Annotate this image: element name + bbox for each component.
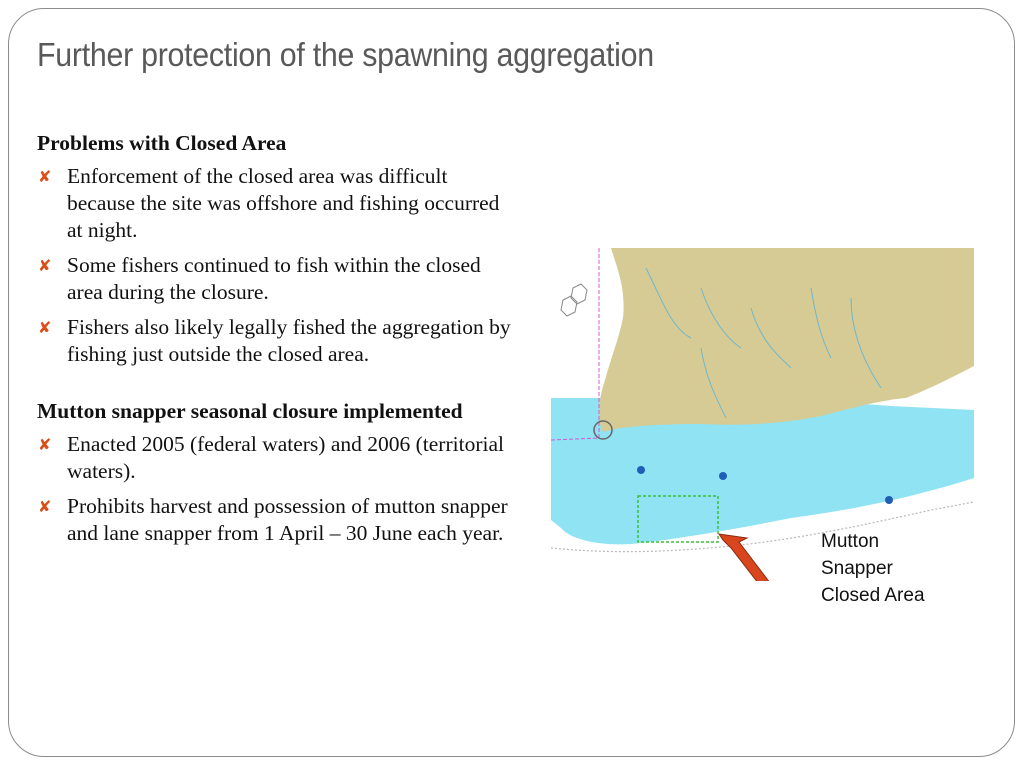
callout-arrow xyxy=(719,534,789,581)
chart-symbol xyxy=(561,296,577,316)
bullet-text: Prohibits harvest and possession of mutton snapper and lane snapper from 1 April – 30 June each year. xyxy=(67,494,508,545)
callout-line: Mutton xyxy=(821,531,880,552)
info-marker-icon xyxy=(719,472,727,480)
closure-list xyxy=(37,431,517,547)
slide-body xyxy=(37,130,517,555)
section-heading-problems: Problems with Closed Area xyxy=(37,131,287,155)
bullet-text: Some fishers continued to fish within the closed area during the closure. xyxy=(67,253,481,304)
section-heading-closure: Mutton snapper seasonal closure implemented xyxy=(37,399,463,423)
x-bullet-icon: ✘ xyxy=(38,318,52,337)
bullet-text: Enacted 2005 (federal waters) and 2006 (territorial waters). xyxy=(67,432,504,483)
callout-line: Snapper xyxy=(821,558,893,579)
list-item xyxy=(37,163,517,244)
x-bullet-icon: ✘ xyxy=(38,256,52,275)
map-callout-label xyxy=(821,528,925,609)
list-item xyxy=(37,314,517,368)
list-item xyxy=(37,493,517,547)
callout-line: Closed Area xyxy=(821,585,925,606)
slide-title: Further protection of the spawning aggregation xyxy=(37,36,654,73)
list-item xyxy=(37,252,517,306)
bullet-text: Enforcement of the closed area was difficult because the site was offshore and fishing occurred at night. xyxy=(67,164,500,242)
info-marker-icon xyxy=(885,496,893,504)
land-area xyxy=(599,248,974,432)
list-item xyxy=(37,431,517,485)
problems-list xyxy=(37,163,517,368)
x-bullet-icon: ✘ xyxy=(38,435,52,454)
info-marker-icon xyxy=(637,466,645,474)
chart-symbol xyxy=(571,284,587,304)
x-bullet-icon: ✘ xyxy=(38,167,52,186)
x-bullet-icon: ✘ xyxy=(38,497,52,516)
bullet-text: Fishers also likely legally fished the aggregation by fishing just outside the closed area. xyxy=(67,315,511,366)
